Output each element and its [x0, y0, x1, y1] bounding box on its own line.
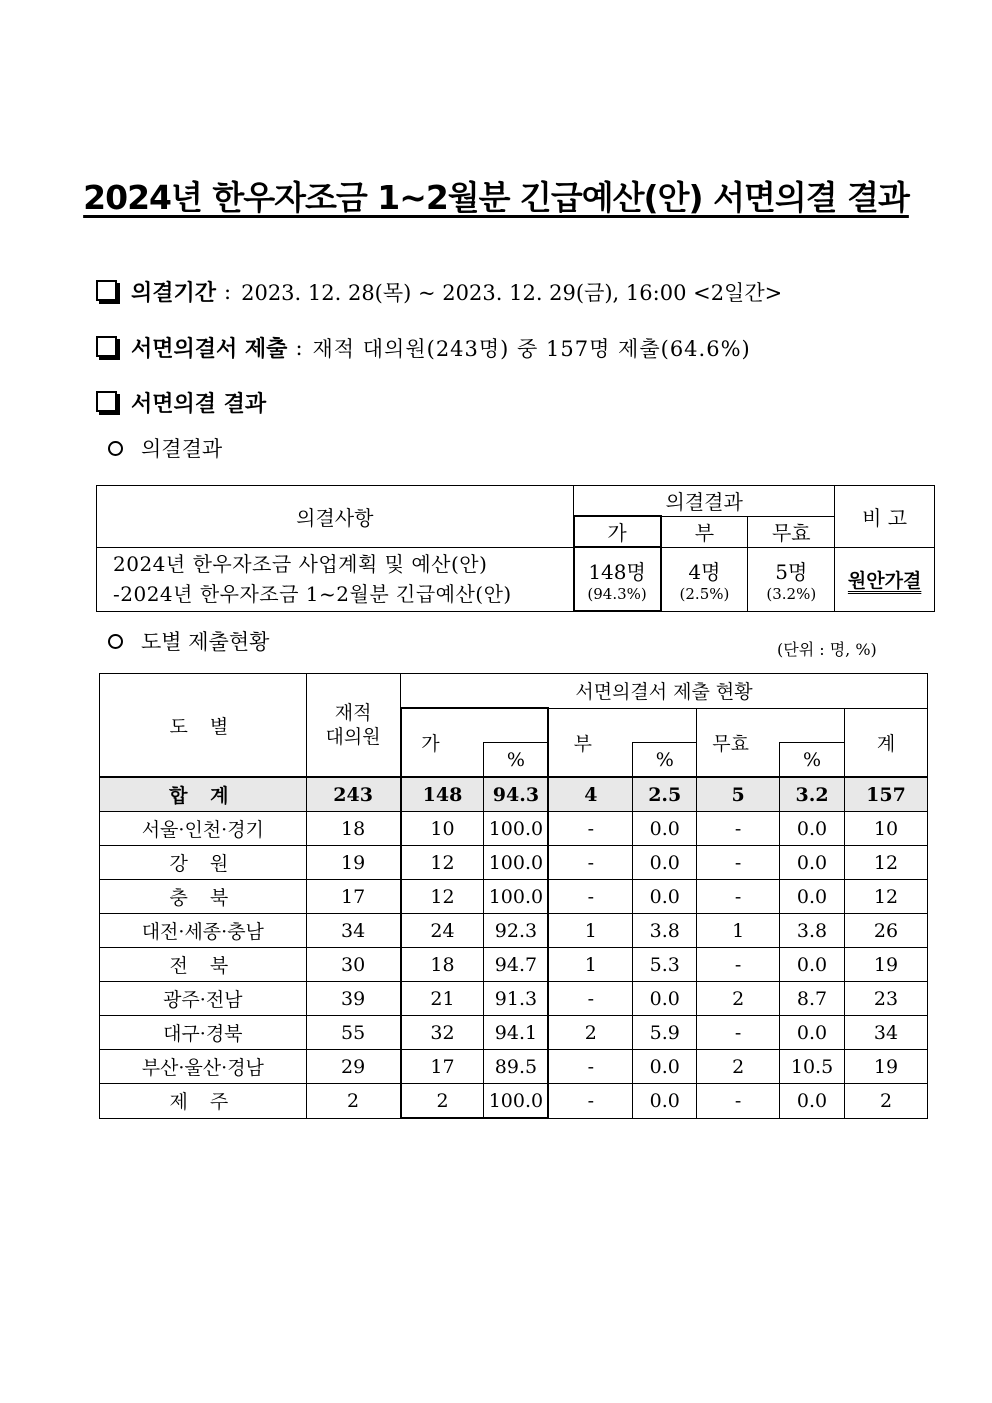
cell-no-pct: 0.0 — [633, 812, 697, 846]
checkbox-square-icon — [96, 391, 117, 412]
table-row — [100, 1084, 928, 1119]
cell-yes: 10 — [401, 812, 484, 846]
vote-result-table — [96, 485, 935, 612]
cell-invalid-pct: 3.8 — [780, 914, 845, 948]
header-note: 비 고 — [835, 486, 935, 548]
cell-no-pct: 0.0 — [633, 982, 697, 1016]
table-row — [100, 982, 928, 1016]
cell-members: 29 — [306, 1050, 400, 1084]
vote-item-line2: -2024년 한우자조금 1~2월분 긴급예산(안) — [113, 582, 512, 606]
header-yes-pct: % — [484, 743, 548, 778]
cell-total: 10 — [845, 812, 928, 846]
checkbox-square-icon — [96, 280, 117, 301]
cell-invalid: 2 — [697, 1050, 780, 1084]
yes-cell — [574, 547, 661, 611]
cell-total: 19 — [845, 948, 928, 982]
period-label: 의결기간 — [131, 281, 217, 306]
region-rows — [100, 777, 928, 1118]
cell-total: 26 — [845, 914, 928, 948]
section-result — [96, 387, 266, 418]
cell-invalid-pct: 0.0 — [780, 880, 845, 914]
vote-item-line1: 2024년 한우자조금 사업계획 및 예산(안) — [113, 552, 488, 576]
cell-yes-pct: 100.0 — [484, 846, 548, 880]
period-value: 2023. 12. 28(목) ~ 2023. 12. 29(금), 16:00 <2일간> — [241, 280, 783, 305]
no-count: 4명 — [688, 559, 721, 584]
cell-total: 23 — [845, 982, 928, 1016]
cell-yes-pct: 100.0 — [484, 880, 548, 914]
cell-no-pct: 2.5 — [633, 777, 697, 812]
cell-total: 34 — [845, 1016, 928, 1050]
sub2-label: 도별 제출현황 — [141, 630, 270, 654]
cell-yes: 12 — [401, 846, 484, 880]
table-row — [100, 948, 928, 982]
cell-yes: 12 — [401, 880, 484, 914]
cell-no-pct: 0.0 — [633, 1084, 697, 1119]
cell-yes: 17 — [401, 1050, 484, 1084]
cell-yes-pct: 100.0 — [484, 812, 548, 846]
section-submission: 서면의결서 제출 : 재적 대의원(243명) 중 157명 제출(64.6%) — [96, 332, 751, 363]
circle-bullet-icon — [108, 441, 123, 456]
cell-no: 1 — [548, 914, 632, 948]
submission-value: 재적 대의원(243명) 중 157명 제출(64.6%) — [312, 336, 751, 361]
cell-invalid: - — [697, 948, 780, 982]
cell-region: 광주·전남 — [100, 982, 307, 1016]
header-item: 의결사항 — [97, 486, 574, 548]
cell-no-pct: 0.0 — [633, 846, 697, 880]
submission-label: 서면의결서 제출 — [131, 337, 288, 362]
cell-invalid-pct: 3.2 — [780, 777, 845, 812]
invalid-count: 5명 — [775, 559, 808, 584]
cell-yes-pct: 94.1 — [484, 1016, 548, 1050]
cell-region: 전 북 — [100, 948, 307, 982]
note-cell — [835, 547, 935, 611]
cell-no: - — [548, 982, 632, 1016]
cell-no-pct: 5.9 — [633, 1016, 697, 1050]
cell-no-pct: 3.8 — [633, 914, 697, 948]
cell-total: 157 — [845, 777, 928, 812]
cell-yes-pct: 94.7 — [484, 948, 548, 982]
invalid-pct: (3.2%) — [766, 584, 817, 603]
cell-region: 부산·울산·경남 — [100, 1050, 307, 1084]
cell-total: 12 — [845, 846, 928, 880]
cell-region: 합 계 — [100, 777, 307, 812]
yes-count: 148명 — [588, 559, 646, 584]
subsection-region-status — [108, 626, 269, 656]
cell-members: 19 — [306, 846, 400, 880]
cell-invalid-pct: 0.0 — [780, 948, 845, 982]
cell-yes-pct: 94.3 — [484, 777, 548, 812]
cell-no: 1 — [548, 948, 632, 982]
cell-invalid: 5 — [697, 777, 780, 812]
cell-yes: 32 — [401, 1016, 484, 1050]
cell-total: 2 — [845, 1084, 928, 1119]
cell-no: - — [548, 1084, 632, 1119]
cell-yes-pct: 100.0 — [484, 1084, 548, 1119]
cell-no: - — [548, 812, 632, 846]
circle-bullet-icon — [108, 634, 123, 649]
cell-invalid: - — [697, 812, 780, 846]
total-row — [100, 777, 928, 812]
header-members: 재적 대의원 — [306, 674, 400, 778]
cell-region: 서울·인천·경기 — [100, 812, 307, 846]
cell-invalid: - — [697, 1084, 780, 1119]
region-status-table — [99, 673, 928, 1119]
cell-invalid-pct: 0.0 — [780, 846, 845, 880]
sub1-label: 의결결과 — [141, 437, 223, 461]
table-row — [100, 914, 928, 948]
cell-region: 강 원 — [100, 846, 307, 880]
vote-item — [97, 547, 574, 611]
cell-invalid-pct: 8.7 — [780, 982, 845, 1016]
cell-members: 30 — [306, 948, 400, 982]
cell-total: 12 — [845, 880, 928, 914]
cell-yes: 2 — [401, 1084, 484, 1119]
cell-members: 39 — [306, 982, 400, 1016]
table-row — [100, 846, 928, 880]
cell-no-pct: 0.0 — [633, 1050, 697, 1084]
checkbox-square-icon — [96, 336, 117, 357]
cell-members: 2 — [306, 1084, 400, 1119]
table-row — [100, 880, 928, 914]
cell-invalid: - — [697, 846, 780, 880]
yes-pct: (94.3%) — [587, 584, 647, 603]
cell-yes-pct: 89.5 — [484, 1050, 548, 1084]
cell-invalid-pct: 10.5 — [780, 1050, 845, 1084]
cell-region: 대전·세종·충남 — [100, 914, 307, 948]
header-invalid-pct: % — [780, 743, 845, 778]
cell-no-pct: 0.0 — [633, 880, 697, 914]
cell-members: 18 — [306, 812, 400, 846]
cell-region: 제 주 — [100, 1084, 307, 1119]
cell-members: 17 — [306, 880, 400, 914]
cell-yes: 148 — [401, 777, 484, 812]
section-period: 의결기간 : 2023. 12. 28(목) ~ 2023. 12. 29(금), 16:00 <2일간> — [96, 276, 782, 307]
header-total: 계 — [845, 708, 928, 777]
no-cell — [661, 547, 748, 611]
page-title: 2024년 한우자조금 1~2월분 긴급예산(안) 서면의결 결과 — [83, 178, 909, 217]
header-region: 도 별 — [100, 674, 307, 778]
cell-invalid-pct: 0.0 — [780, 1016, 845, 1050]
header-status: 서면의결서 제출 현황 — [401, 674, 928, 709]
header-invalid: 무효 — [697, 708, 845, 743]
cell-yes: 24 — [401, 914, 484, 948]
cell-yes: 18 — [401, 948, 484, 982]
subsection-vote-result — [108, 433, 222, 463]
cell-no: 4 — [548, 777, 632, 812]
header-no-pct: % — [633, 743, 697, 778]
cell-no: 2 — [548, 1016, 632, 1050]
cell-region: 대구·경북 — [100, 1016, 307, 1050]
header-no: 부 — [661, 516, 748, 547]
cell-members: 243 — [306, 777, 400, 812]
cell-no: - — [548, 846, 632, 880]
cell-total: 19 — [845, 1050, 928, 1084]
table-row — [100, 812, 928, 846]
cell-yes: 21 — [401, 982, 484, 1016]
cell-yes-pct: 91.3 — [484, 982, 548, 1016]
cell-members: 55 — [306, 1016, 400, 1050]
header-result: 의결결과 — [574, 486, 835, 517]
header-yes: 가 — [401, 708, 549, 743]
cell-no-pct: 5.3 — [633, 948, 697, 982]
cell-invalid: 2 — [697, 982, 780, 1016]
cell-region: 충 북 — [100, 880, 307, 914]
header-invalid: 무효 — [748, 516, 835, 547]
cell-invalid-pct: 0.0 — [780, 1084, 845, 1119]
cell-invalid: - — [697, 1016, 780, 1050]
cell-invalid: - — [697, 880, 780, 914]
header-no: 부 — [548, 708, 696, 743]
cell-invalid: 1 — [697, 914, 780, 948]
unit-note: (단위 : 명, %) — [777, 640, 877, 659]
cell-invalid-pct: 0.0 — [780, 812, 845, 846]
no-pct: (2.5%) — [679, 584, 730, 603]
invalid-cell — [748, 547, 835, 611]
result-label: 서면의결 결과 — [131, 392, 267, 417]
header-yes: 가 — [574, 516, 661, 547]
table-row — [100, 1016, 928, 1050]
cell-yes-pct: 92.3 — [484, 914, 548, 948]
cell-members: 34 — [306, 914, 400, 948]
cell-no: - — [548, 1050, 632, 1084]
cell-no: - — [548, 880, 632, 914]
table-row — [100, 1050, 928, 1084]
note-value: 원안가결 — [847, 569, 922, 592]
